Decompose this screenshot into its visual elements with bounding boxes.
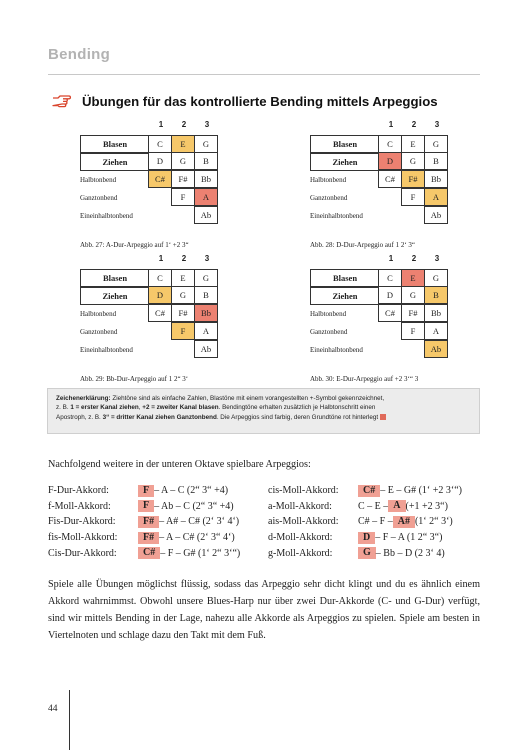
- note-cell: F: [401, 188, 425, 206]
- empty-cell: [148, 340, 172, 358]
- grid-row: [80, 269, 218, 287]
- empty-cell: [378, 322, 402, 340]
- arpeggio-row: [48, 545, 240, 561]
- row-label: Ziehen: [310, 287, 379, 305]
- note-cell: Ab: [194, 340, 218, 358]
- empty-cell: [171, 340, 195, 358]
- chord-notes-prefix: C# – F –: [358, 516, 393, 528]
- row-label: Ziehen: [80, 153, 149, 171]
- note-cell: A: [194, 188, 218, 206]
- column-number: 2: [181, 254, 187, 263]
- column-number: 3: [204, 254, 210, 263]
- note-cell: Ab: [424, 206, 448, 224]
- note-cell: F: [171, 322, 195, 340]
- legend-text: . Bendingtöne erhalten zusätzlich je Halbtonschritt einen: [218, 404, 376, 412]
- note-cell: G: [171, 152, 195, 170]
- chord-notes: – A – C# (2‘ 3“ 4‘): [159, 532, 235, 544]
- grid-row: [310, 305, 448, 323]
- legend-example: +2 = zweiter Kanal blasen: [142, 404, 219, 412]
- empty-cell: [171, 206, 195, 224]
- empty-cell: [148, 206, 172, 224]
- note-cell: F: [401, 322, 425, 340]
- figure-caption: Abb. 27: A-Dur-Arpeggio auf 1‘ +2 3“: [80, 241, 189, 249]
- note-cell: G: [401, 286, 425, 304]
- grid-row: [80, 207, 218, 225]
- root-note: G: [358, 547, 376, 559]
- grid-row: [310, 269, 448, 287]
- row-label: Eineinhalbtonbend: [80, 212, 133, 220]
- chord-notes: – F – G# (1‘ 2“ 3‘“): [160, 547, 241, 559]
- column-number: 2: [411, 254, 417, 263]
- note-cell: D: [378, 286, 402, 304]
- arpeggio-row: [48, 514, 240, 530]
- empty-cell: [148, 322, 172, 340]
- note-cell: F#: [401, 304, 425, 322]
- legend-line1: Ziehtöne sind als einfache Zahlen, Blastöne mit einem vorangestellten +-Symbol gekennzeichnet,: [110, 395, 385, 402]
- note-cell: C#: [378, 170, 402, 188]
- grid-row: [80, 287, 218, 305]
- row-label: Eineinhalbtonbend: [310, 212, 363, 220]
- arpeggio-row: [268, 545, 462, 561]
- note-cell: G: [194, 135, 218, 153]
- chord-notes: – Bb – D (2 3‘ 4): [375, 547, 445, 559]
- empty-cell: [148, 188, 172, 206]
- column-number: 3: [434, 254, 440, 263]
- empty-cell: [401, 340, 425, 358]
- note-cell: Bb: [424, 170, 448, 188]
- row-label: Halbtonbend: [310, 310, 347, 318]
- legend-box: [47, 388, 480, 434]
- chord-label: Fis-Dur-Akkord:: [48, 516, 116, 528]
- note-cell: G: [401, 152, 425, 170]
- root-note: F: [138, 500, 154, 512]
- legend-text: z. B.: [56, 404, 71, 412]
- empty-cell: [378, 188, 402, 206]
- note-cell: C#: [378, 304, 402, 322]
- row-label: Blasen: [80, 135, 149, 153]
- note-grid: [80, 269, 218, 359]
- chord-notes: – Ab – C (2“ 3“ +4): [154, 500, 234, 512]
- note-cell: A: [194, 322, 218, 340]
- root-note: D: [358, 532, 375, 544]
- arpeggio-list-left: [48, 483, 240, 561]
- note-cell: G: [194, 269, 218, 287]
- chord-notes: – A – C (2“ 3“ +4): [154, 485, 229, 497]
- root-note: F#: [138, 516, 159, 528]
- note-cell: Ab: [194, 206, 218, 224]
- row-label: Ganztonbend: [80, 194, 118, 202]
- chord-label: f-Moll-Akkord:: [48, 500, 111, 512]
- arpeggio-row: [268, 514, 462, 530]
- empty-cell: [401, 206, 425, 224]
- intro-text: Nachfolgend weitere in der unteren Oktave spielbare Arpeggios:: [48, 459, 311, 470]
- root-note: C#: [138, 547, 160, 559]
- note-cell: D: [378, 152, 402, 170]
- note-grid: [310, 269, 448, 359]
- row-label: Blasen: [80, 269, 149, 287]
- column-number: 1: [388, 254, 394, 263]
- note-cell: F#: [171, 304, 195, 322]
- row-label: Halbtonbend: [80, 310, 117, 318]
- grid-row: [310, 153, 448, 171]
- legend-lead: Zeichenerklärung:: [56, 395, 111, 402]
- note-cell: F#: [401, 170, 425, 188]
- column-number: 3: [204, 120, 210, 129]
- legend-example: 3“ = dritter Kanal ziehen Ganztonbend: [102, 413, 217, 421]
- note-cell: C: [378, 135, 402, 153]
- note-cell: F: [171, 188, 195, 206]
- empty-cell: [378, 340, 402, 358]
- note-cell: Ab: [424, 340, 448, 358]
- grid-row: [310, 171, 448, 189]
- grid-row: [80, 135, 218, 153]
- red-square-icon: [380, 414, 386, 420]
- row-label: Ziehen: [80, 287, 149, 305]
- root-note: F#: [138, 532, 159, 544]
- column-number: 1: [388, 120, 394, 129]
- row-label: Ganztonbend: [310, 194, 348, 202]
- chord-notes: – F – A (1 2“ 3“): [375, 532, 443, 544]
- note-cell: E: [401, 269, 425, 287]
- grid-row: [80, 305, 218, 323]
- note-grid: [80, 135, 218, 225]
- row-label: Ganztonbend: [80, 328, 118, 336]
- arpeggio-list-right: [268, 483, 462, 561]
- arpeggio-row: [48, 530, 240, 546]
- row-label: Ziehen: [310, 153, 379, 171]
- note-cell: D: [148, 286, 172, 304]
- column-number: 2: [411, 120, 417, 129]
- note-cell: G: [424, 135, 448, 153]
- empty-cell: [378, 206, 402, 224]
- row-label: Ganztonbend: [310, 328, 348, 336]
- note-cell: A: [424, 188, 448, 206]
- row-label: Halbtonbend: [80, 176, 117, 184]
- note-cell: Bb: [194, 304, 218, 322]
- grid-row: [310, 287, 448, 305]
- row-label: Blasen: [310, 135, 379, 153]
- note-cell: B: [194, 152, 218, 170]
- grid-row: [80, 323, 218, 341]
- heading: [52, 93, 438, 109]
- chord-notes: (+1 +2 3“): [405, 500, 448, 512]
- legend-text: ,: [138, 404, 143, 412]
- row-label: Halbtonbend: [310, 176, 347, 184]
- page-number: 44: [48, 704, 58, 714]
- column-number: 3: [434, 120, 440, 129]
- body-paragraph: Spiele alle Übungen möglichst flüssig, sodass das Arpeggio sehr dicht klingt und du es ähnlich einem Akkord wahrnimmst. Obwohl unsere Blues-Harp nur über zwei Dur-Akkorde (C- und G-Dur) verfügt, sind wir mittels Bending in der Lage, nahezu alle Akkorde als Arpeggios zu spielen. Spiele am besten in Viertelnoten und schlage dazu den Takt mit dem Fuß.: [48, 579, 480, 641]
- chord-label: g-Moll-Akkord:: [268, 547, 333, 559]
- note-grid: [310, 135, 448, 225]
- note-cell: E: [401, 135, 425, 153]
- grid-row: [80, 171, 218, 189]
- note-cell: Bb: [424, 304, 448, 322]
- legend-text: . Die Arpeggios sind farbig, deren Grundtöne rot hinterlegt: [216, 413, 379, 421]
- grid-row: [310, 341, 448, 359]
- chord-label: Cis-Dur-Akkord:: [48, 547, 117, 559]
- root-note: A: [388, 500, 405, 512]
- figure-caption: Abb. 30: E-Dur-Arpeggio auf +2 3‘“ 3: [310, 375, 419, 383]
- column-number: 1: [158, 254, 164, 263]
- column-number: 1: [158, 120, 164, 129]
- arpeggio-row: [268, 483, 462, 499]
- note-cell: A: [424, 322, 448, 340]
- note-cell: D: [148, 152, 172, 170]
- note-cell: B: [194, 286, 218, 304]
- pointing-hand-icon: [52, 93, 74, 109]
- chord-notes: (1‘ 2“ 3‘): [414, 516, 453, 528]
- note-cell: E: [171, 135, 195, 153]
- chord-notes: – A# – C# (2‘ 3‘ 4‘): [159, 516, 240, 528]
- grid-row: [310, 207, 448, 225]
- column-number: 2: [181, 120, 187, 129]
- row-label: Eineinhalbtonbend: [310, 346, 363, 354]
- note-cell: C: [148, 135, 172, 153]
- note-cell: G: [424, 269, 448, 287]
- chord-label: fis-Moll-Akkord:: [48, 532, 118, 544]
- root-note: F: [138, 485, 154, 497]
- note-cell: G: [171, 286, 195, 304]
- note-cell: B: [424, 286, 448, 304]
- section-label: Bending: [48, 46, 111, 63]
- figure-caption: Abb. 29: Bb-Dur-Arpeggio auf 1 2“ 3‘: [80, 375, 189, 383]
- arpeggio-row: [268, 499, 462, 515]
- legend-text: Apostroph, z. B.: [56, 413, 103, 421]
- note-cell: C: [148, 269, 172, 287]
- note-cell: C#: [148, 170, 172, 188]
- row-label: Blasen: [310, 269, 379, 287]
- grid-row: [310, 323, 448, 341]
- grid-row: [310, 135, 448, 153]
- note-cell: C: [378, 269, 402, 287]
- note-cell: Bb: [194, 170, 218, 188]
- chord-label: cis-Moll-Akkord:: [268, 485, 339, 497]
- arpeggio-row: [268, 530, 462, 546]
- note-cell: F#: [171, 170, 195, 188]
- chord-label: ais-Moll-Akkord:: [268, 516, 339, 528]
- margin-rule: [69, 690, 70, 750]
- chord-label: F-Dur-Akkord:: [48, 485, 109, 497]
- grid-row: [80, 153, 218, 171]
- figure-caption: Abb. 28: D-Dur-Arpeggio auf 1 2‘ 3“: [310, 241, 416, 249]
- grid-row: [80, 189, 218, 207]
- top-rule: [48, 74, 480, 75]
- note-cell: B: [424, 152, 448, 170]
- note-cell: E: [171, 269, 195, 287]
- arpeggio-row: [48, 499, 240, 515]
- chord-label: a-Moll-Akkord:: [268, 500, 332, 512]
- chord-notes-prefix: C – E –: [358, 500, 389, 512]
- chord-notes: – E – G# (1‘ +2 3‘“): [380, 485, 462, 497]
- grid-row: [80, 341, 218, 359]
- note-cell: C#: [148, 304, 172, 322]
- row-label: Eineinhalbtonbend: [80, 346, 133, 354]
- legend-example: 1 = erster Kanal ziehen: [70, 404, 139, 412]
- root-note: C#: [358, 485, 380, 497]
- chord-label: d-Moll-Akkord:: [268, 532, 333, 544]
- arpeggio-row: [48, 483, 240, 499]
- grid-row: [310, 189, 448, 207]
- heading-text: Übungen für das kontrollierte Bending mittels Arpeggios: [82, 93, 438, 109]
- root-note: A#: [393, 516, 415, 528]
